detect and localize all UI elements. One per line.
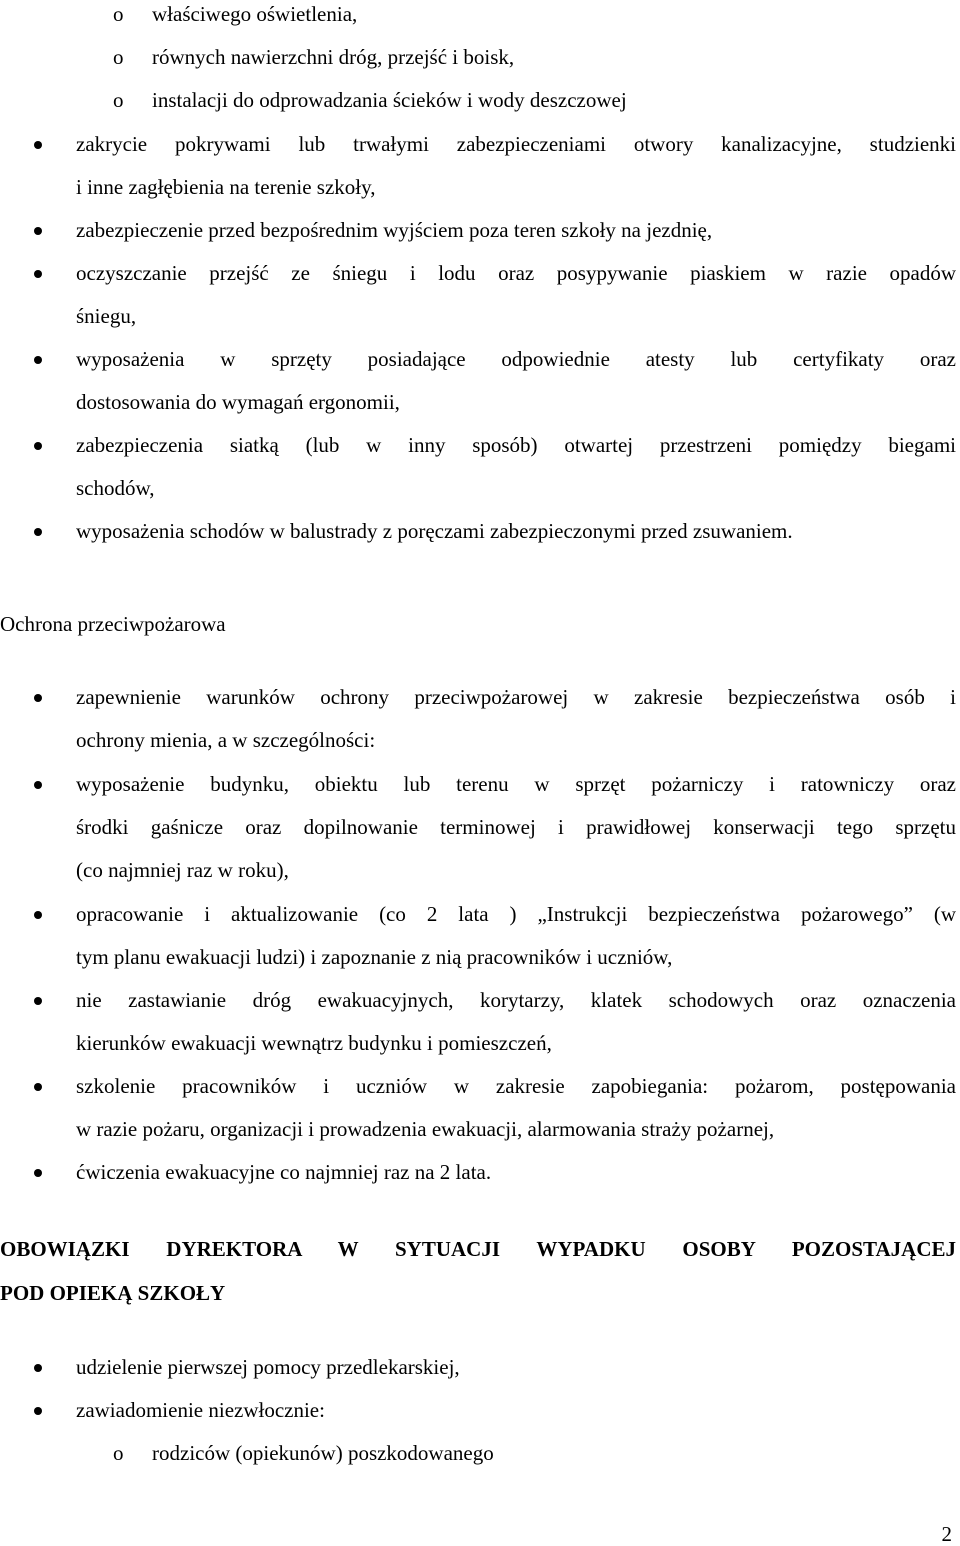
bullet-dot (34, 528, 42, 536)
list-item-line: zakrycie pokrywami lub trwałymi zabezpieczeniami otwory kanalizacyjne, studzienki (76, 132, 956, 156)
list-item-line: szkolenie pracowników i uczniów w zakresie zapobiegania: pożarom, postępowania (76, 1074, 956, 1098)
section-heading-fire: Ochrona przeciwpożarowa (0, 612, 226, 636)
list-item-line: wyposażenia w sprzęty posiadające odpowiednie atesty lub certyfikaty oraz (76, 347, 956, 371)
list-item-line: środki gaśnicze oraz dopilnowanie terminowej i prawidłowej konserwacji tego sprzętu (76, 815, 956, 839)
bullet-dot (34, 694, 42, 702)
bullet-dot (34, 1083, 42, 1091)
bullet-dot (34, 141, 42, 149)
list-item-line: (co najmniej raz w roku), (76, 858, 289, 882)
bullet-dot (34, 227, 42, 235)
bullet-dot (34, 442, 42, 450)
bullet-dot (34, 356, 42, 364)
bullet-dot (34, 270, 42, 278)
list-item-line: ćwiczenia ewakuacyjne co najmniej raz na 2 lata. (76, 1160, 492, 1184)
list-item-line: kierunków ewakuacji wewnątrz budynku i pomieszczeń, (76, 1031, 552, 1055)
list-item-line: i inne zagłębienia na terenie szkoły, (76, 175, 376, 199)
sub-bullet-marker: o (113, 2, 124, 26)
list-item-line: schodów, (76, 476, 155, 500)
bullet-dot (34, 1364, 42, 1372)
list-item-line: śniegu, (76, 304, 137, 328)
list-item-line: oczyszczanie przejść ze śniegu i lodu oraz posypywanie piaskiem w razie opadów (76, 261, 956, 285)
list-item-line: dostosowania do wymagań ergonomii, (76, 390, 400, 414)
sub-bullet-marker: o (113, 1441, 124, 1465)
list-item-line: zawiadomienie niezwłocznie: (76, 1398, 325, 1422)
bullet-dot (34, 1407, 42, 1415)
sub-list-item: instalacji do odprowadzania ścieków i wody deszczowej (152, 88, 627, 112)
list-item-line: zapewnienie warunków ochrony przeciwpożarowej w zakresie bezpieczeństwa osób i (76, 685, 956, 709)
bullet-dot (34, 1169, 42, 1177)
page-number: 2 (941, 1522, 952, 1546)
list-item-line: wyposażenie budynku, obiektu lub terenu w sprzęt pożarniczy i ratowniczy oraz (76, 772, 956, 796)
list-item-line: nie zastawianie dróg ewakuacyjnych, korytarzy, klatek schodowych oraz oznaczenia (76, 988, 956, 1012)
list-item-line: tym planu ewakuacji ludzi) i zapoznanie z nią pracowników i uczniów, (76, 945, 673, 969)
list-item-line: zabezpieczenia siatką (lub w inny sposób) otwartej przestrzeni pomiędzy biegami (76, 433, 956, 457)
list-item-line: w razie pożaru, organizacji i prowadzenia ewakuacji, alarmowania straży pożarnej, (76, 1117, 775, 1141)
list-item-line: wyposażenia schodów w balustrady z poręczami zabezpieczonymi przed zsuwaniem. (76, 519, 793, 543)
list-item-line: udzielenie pierwszej pomocy przedlekarskiej, (76, 1355, 460, 1379)
list-item-line: ochrony mienia, a w szczególności: (76, 728, 376, 752)
sub-list-item: równych nawierzchni dróg, przejść i boisk, (152, 45, 515, 69)
sub-bullet-marker: o (113, 45, 124, 69)
bullet-dot (34, 997, 42, 1005)
sub-bullet-marker: o (113, 88, 124, 112)
bullet-dot (34, 781, 42, 789)
list-item-line: opracowanie i aktualizowanie (co 2 lata ) „Instrukcji bezpieczeństwa pożarowego” (w (76, 902, 956, 926)
sub-list-item: rodziców (opiekunów) poszkodowanego (152, 1441, 494, 1465)
sub-list-item: właściwego oświetlenia, (152, 2, 358, 26)
bullet-dot (34, 911, 42, 919)
section-heading-director: OBOWIĄZKI DYREKTORA W SYTUACJI WYPADKU OSOBY POZOSTAJĄCEJ (0, 1237, 956, 1261)
section-heading-director-cont: POD OPIEKĄ SZKOŁY (0, 1281, 226, 1305)
list-item-line: zabezpieczenie przed bezpośrednim wyjściem poza teren szkoły na jezdnię, (76, 218, 713, 242)
